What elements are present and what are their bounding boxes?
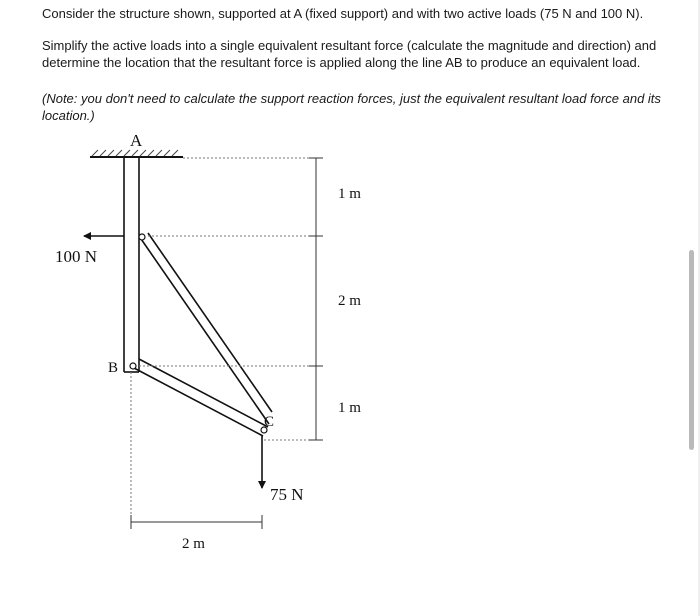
dotted-guide-lines [131,158,323,522]
point-a-label: A [130,131,143,150]
horizontal-dimension-line [131,515,262,529]
question-task: Simplify the active loads into a single equivalent resultant force (calculate the magnitude and direction) and determine the location that the resultant force is applied along the line AB to produce an equivalent load. [42,38,657,70]
pin-joint-b [130,363,136,369]
member-upper-diagonal [139,233,272,424]
point-c-label: C [264,414,275,430]
fixed-support [90,150,183,157]
member-lower-diagonal [134,359,268,436]
scrollbar-thumb[interactable] [689,250,694,450]
dim-middle-label: 2 m [338,293,361,309]
question-note: (Note: you don't need to calculate the support reaction forces, just the equivalent resultant load force and its location.) [42,91,661,123]
dim-bottom-label: 1 m [338,400,361,416]
point-b-label: B [108,360,119,376]
dim-horizontal-label: 2 m [182,536,205,552]
vertical-dimension-line [309,158,323,440]
load-75n-label: 75 N [270,485,304,504]
pin-joint-top [139,234,145,240]
member-ab [124,158,139,372]
question-intro: Consider the structure shown, supported at A (fixed support) and with two active loads (75 N and 100 N). [42,6,644,21]
load-100n-label: 100 N [55,247,98,266]
dim-top-label: 1 m [338,186,361,202]
